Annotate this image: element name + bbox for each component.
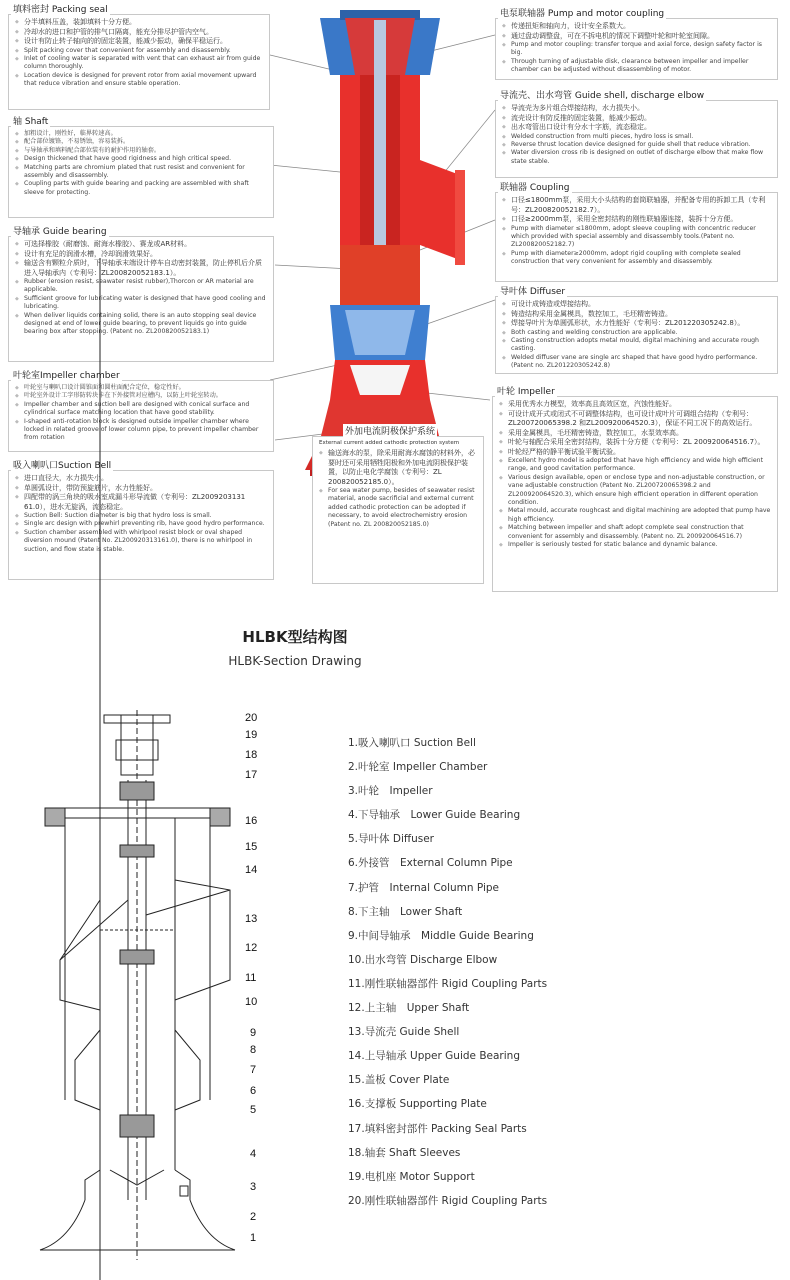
- callout-number: 11: [245, 972, 257, 984]
- shell-line: ◆ 导流壳为多片组合焊接结构，水力损失小。: [502, 104, 771, 114]
- legend-item: 2.叶轮室 Impeller Chamber: [348, 761, 488, 774]
- legend-item: 15.盖板 Cover Plate: [348, 1074, 450, 1087]
- legend-item: 13.导流壳 Guide Shell: [348, 1026, 460, 1039]
- legend-item: 12.上主轴 Upper Shaft: [348, 1002, 470, 1015]
- shell-line: ◆ Welded construction from multi pieces, hydro loss is small.: [502, 133, 771, 141]
- shaft-box: [8, 117, 274, 218]
- impeller-line: ◆ 可设计成开式或闭式不可调整体结构，也可设计成叶片可调组合结构（专利号：ZL200720065398.2 和ZL200920064520.3），保证不同工况下的高效运行。: [499, 410, 771, 429]
- diffuser-line: ◆ Casting construction adopts metal mould, digital machining and accurate rough casting.: [502, 337, 771, 354]
- diffuser-line: ◆ 铸造结构采用金属模具，数控加工，毛坯精密铸造。: [502, 310, 771, 320]
- diffuser-box: [495, 287, 778, 374]
- shaft-line: ◆ 加粗设计，刚性好，临界转速高。: [15, 130, 267, 138]
- cathodic-title: 外加电流阴极保护系统: [343, 424, 437, 437]
- shaft-title: 轴 Shaft: [11, 114, 50, 127]
- impch-line: ◆ I-shaped anti-rotation block is designed outside impeller chamber where locked in related groove of lower column pipe, to prevent impeller chamber from rotation: [15, 418, 267, 443]
- motor-line: ◆ Pump and motor coupling: transfer torque and axial force, design safety factor is big.: [502, 41, 771, 58]
- packing-line: ◆ 冷却水的进口和护管的排气口隔离，能充分排尽护管内空气。: [15, 28, 263, 38]
- diffuser-line: ◆ 可设计成铸造或焊接结构。: [502, 300, 771, 310]
- impeller-box: [492, 387, 778, 592]
- impeller-line: ◆ Various design available, open or enclose type and non-adjustable construction, or vane adjustable construction (Patent No. ZL200720065398.2 and ZL200920064520.3), which ensure high efficient operation in different operation condition.: [499, 474, 771, 508]
- shaft-line: ◆ Matching parts are chromium plated that rust resist and convenient for assembly and disassembly.: [15, 164, 267, 181]
- guide-bearing-title: 导轴承 Guide bearing: [11, 224, 109, 237]
- coupling-title: 联轴器 Coupling: [498, 180, 572, 193]
- guide-line: ◆ 可选择橡胶（耐磨蚀、耐海水橡胶）、赛龙或AR材料。: [15, 240, 267, 250]
- bell-line: ◆ Suction Bell: Suction diameter is big that hydro loss is small.: [15, 512, 267, 520]
- packing-seal-box: [8, 5, 270, 110]
- coupling-box: [495, 183, 778, 282]
- legend-item: 7.护管 Internal Column Pipe: [348, 881, 500, 894]
- impeller-line: ◆ Impeller is seriously tested for static balance and dynamic balance.: [499, 541, 771, 549]
- guide-line: ◆ 设计有充足的润滑水槽，冷却润滑效果好。: [15, 250, 267, 260]
- diffuser-line: ◆ Welded diffuser vane are single arc shaped that have good hydro performance. (Patent no. ZL201220305242.8): [502, 354, 771, 371]
- guide-shell-title: 导流壳、出水弯管 Guide shell, discharge elbow: [498, 88, 706, 101]
- packing-line: ◆ Split packing cover that convenient for assembly and disassembly.: [15, 47, 263, 55]
- impeller-line: ◆ 采用优秀水力模型，效率高且高效区宽，汽蚀性能好。: [499, 400, 771, 410]
- guide-shell-box: [495, 91, 778, 178]
- diffuser-line: ◆ 焊接导叶片为单圆弧形状，水力性能好（专利号：ZL201220305242.8）。: [502, 319, 771, 329]
- coupling-line: ◆ 口径≤1800mm泵，采用大小头结构的套筒联轴器，并配备专用的拆卸工具（专利号：ZL200820052182.7）。: [502, 196, 771, 215]
- motor-coupling-title: 电泵联轴器 Pump and motor coupling: [498, 6, 666, 19]
- shell-line: ◆ 流壳设计有防反推的固定装置，能减少振动。: [502, 114, 771, 124]
- legend-item: 6.外接管 External Column Pipe: [348, 857, 513, 870]
- callout-number: 13: [245, 913, 258, 925]
- impeller-line: ◆ Excellent hydro model is adopted that have high efficiency and wide high efficient range, and good cavitation performance.: [499, 457, 771, 474]
- impeller-line: ◆ 采用金属模具，毛坯精密铸造，数控加工，水泵效率高。: [499, 429, 771, 439]
- callout-number: 18: [245, 749, 258, 761]
- section-drawing: [0, 700, 300, 1280]
- cathodic-line: ◆ For sea water pump, besides of seawater resist material, anode sacrificial and external current added cathodic protection can be adopted if necessary, to avoid electrochemistry erosion (Patent no. ZL 200820052185.0): [319, 487, 477, 529]
- legend-item: 10.出水弯管 Discharge Elbow: [348, 953, 498, 966]
- packing-line: ◆ Inlet of cooling water is separated with vent that can exhaust air from guide column thoroughly.: [15, 55, 263, 72]
- impeller-chamber-box: [8, 371, 274, 452]
- callout-number: 1: [250, 1232, 257, 1244]
- shaft-line: ◆ 与导轴承和填料配合部位装有的耐护作用的轴套。: [15, 147, 267, 155]
- diffuser-title: 导叶体 Diffuser: [498, 284, 567, 297]
- callout-number: 7: [250, 1064, 257, 1076]
- guide-line: ◆ Sufficient groove for lubricating water is designed that have good cooling and lubricating.: [15, 295, 267, 312]
- legend-item: 9.中间导轴承 Middle Guide Bearing: [348, 929, 534, 942]
- legend-item: 11.刚性联轴器部件 Rigid Coupling Parts: [348, 977, 548, 990]
- guide-line: ◆ When deliver liquids containing solid, there is an auto stopping seal device designed at end of lower guide bearing, to prevent liquids go into guide bearing box after stopping. (Patent no. ZL200820052183.1): [15, 312, 267, 337]
- packing-seal-title: 填料密封 Packing seal: [11, 2, 110, 15]
- legend-item: 5.导叶体 Diffuser: [348, 833, 434, 846]
- callout-number: 8: [250, 1044, 257, 1056]
- shell-line: ◆ 出水弯管出口设计有分水十字筋，流态稳定。: [502, 123, 771, 133]
- callout-number: 9: [250, 1027, 257, 1039]
- bell-line: ◆ Suction chamber assembled with whirlpool resist block or oval shaped diversion mound (Patent No. ZL200920313161.0), there is no whirlpool in suction, and flow state is stable.: [15, 529, 267, 554]
- legend-item: 4.下导轴承 Lower Guide Bearing: [348, 809, 521, 822]
- impch-line: ◆ Impeller chamber and suction bell are designed with conical surface and cylindrical surface matching location that have good stability.: [15, 401, 267, 418]
- legend-item: 16.支撑板 Supporting Plate: [348, 1098, 487, 1111]
- legend-item: 17.填料密封部件 Packing Seal Parts: [348, 1122, 527, 1135]
- motor-line: ◆ 通过盘动调整盘，可在不拆电机的情况下调整叶轮和叶轮室间隙。: [502, 32, 771, 42]
- callout-number: 3: [250, 1181, 257, 1193]
- suction-bell-box: [8, 461, 274, 580]
- shell-line: ◆ Reverse thrust location device designed for guide shell that reduce vibration.: [502, 141, 771, 149]
- legend-item: 1.吸入喇叭口 Suction Bell: [348, 737, 476, 749]
- callout-number: 15: [245, 841, 258, 853]
- cathodic-line: ◆ 输送海水的泵，除采用耐海水腐蚀的材料外，必要时还可采用牺牲阳极和外加电流阴极保护装置，以防止电化学腐蚀（专利号：ZL 200820052185.0）。: [319, 449, 477, 487]
- impeller-line: ◆ 叶轮经严格的静平衡试验平衡试验。: [499, 448, 771, 458]
- impeller-line: ◆ 叶轮与轴配合采用全密封结构，装拆十分方便（专利号：ZL 200920064516.7）。: [499, 438, 771, 448]
- shell-line: ◆ Water diversion cross rib is designed on outlet of discharge elbow that make flow state stable.: [502, 149, 771, 166]
- motor-line: ◆ 传递扭矩和轴向力，设计安全系数大。: [502, 22, 771, 32]
- callout-number: 10: [245, 996, 258, 1008]
- bell-line: ◆ 进口直径大，水力损失小。: [15, 474, 267, 484]
- legend-item: 8.下主轴 Lower Shaft: [348, 905, 463, 918]
- callout-number: 19: [245, 729, 258, 741]
- packing-line: ◆ Location device is designed for prevent rotor from axial movement upward that reduce vibration and ensure stable operation.: [15, 72, 263, 89]
- shaft-line: ◆ 配合部位镀铬，不易锈蚀，容易装拆。: [15, 138, 267, 146]
- parts-legend: [348, 735, 547, 1217]
- guide-bearing-box: [8, 227, 274, 362]
- shaft-line: ◆ Design thickened that have good rigidness and high critical speed.: [15, 155, 267, 163]
- impch-line: ◆ 叶轮室外设计工字形防转块卡在下外接管对应槽内，以防上叶轮室转动。: [15, 392, 267, 400]
- legend-item: 14.上导轴承 Upper Guide Bearing: [348, 1050, 520, 1063]
- legend-item: 3.叶轮 Impeller: [348, 785, 433, 798]
- cathodic-box: [312, 427, 484, 584]
- bell-line: ◆ Single arc design with prewhirl preventing rib, have good hydro performance.: [15, 520, 267, 528]
- callout-number: 12: [245, 942, 258, 954]
- impch-line: ◆ 叶轮室与喇叭口设计圆锥面和圆柱面配合定位，稳定性好。: [15, 384, 267, 392]
- section-title-zh: HLBK型结构图: [242, 628, 348, 646]
- legend-item: 18.轴套 Shaft Sleeves: [348, 1146, 461, 1159]
- motor-line: ◆ Through turning of adjustable disk, clearance between impeller and impeller chamber can be adjusted without disassembling of motor.: [502, 58, 771, 75]
- cathodic-subtitle: External current added cathodic protection system: [319, 440, 460, 446]
- coupling-line: ◆ Pump with diameter ≤1800mm, adopt sleeve coupling with concentric reducer which provided with special assembly and disassembly tools.(Patent no. ZL200820052182.7): [502, 225, 771, 250]
- coupling-line: ◆ 口径≥2000mm泵，采用全密封结构的刚性联轴器连接，装拆十分方便。: [502, 215, 771, 225]
- legend-item: 19.电机座 Motor Support: [348, 1170, 475, 1183]
- callout-number: 2: [250, 1211, 257, 1223]
- guide-line: ◆ 输送含有颗粒介质时，下导轴承末端设计停车自动密封装置，防止停机后介质进入导轴承内（专利号：ZL200820052183.1）。: [15, 259, 267, 278]
- bell-line: ◆ 四配带的涡三角块的吸水室成漏斗形导流做（专利号：ZL2009203131 61.0），进水无旋涡，流态稳定。: [15, 493, 267, 512]
- callout-number: 6: [250, 1085, 257, 1097]
- callout-number: 16: [245, 815, 258, 827]
- callout-number: 4: [250, 1148, 257, 1160]
- section-title-en: HLBK-Section Drawing: [228, 654, 362, 668]
- impeller-line: ◆ Metal mould, accurate roughcast and digital machining are adopted that pump have high efficiency.: [499, 507, 771, 524]
- impeller-line: ◆ Matching between impeller and shaft adopt complete seal construction that convenient for assembly and disassembly. (Patent no. ZL 200920064516.7): [499, 524, 771, 541]
- column-pipe: [305, 20, 465, 476]
- shaft-line: ◆ Coupling parts with guide bearing and packing are assembled with shaft sleeve for protecting.: [15, 180, 267, 197]
- callout-number: 5: [250, 1104, 257, 1116]
- packing-line: ◆ 设计有防止转子轴向的的固定装置，能减少振动，确保平稳运行。: [15, 37, 263, 47]
- impeller-chamber-title: 叶轮室Impeller chamber: [11, 368, 122, 381]
- packing-line: ◆ 分半填料压盖，装卸填料十分方便。: [15, 18, 263, 28]
- callout-number: 20: [245, 712, 258, 724]
- impeller-title: 叶轮 Impeller: [495, 384, 557, 397]
- legend-item: 20.刚性联轴器部件 Rigid Coupling Parts: [348, 1194, 548, 1207]
- callout-number: 17: [245, 769, 258, 781]
- callout-number: 14: [245, 864, 258, 876]
- diffuser-line: ◆ Both casting and welding construction are applicable.: [502, 329, 771, 337]
- bell-line: ◆ 单圆弧设计，带防预旋筋片，水力性能好。: [15, 484, 267, 494]
- suction-bell-title: 吸入喇叭口Suction Bell: [11, 458, 113, 471]
- motor-coupling-box: [495, 9, 778, 80]
- guide-line: ◆ Rubber (erosion resist, seawater resist rubber),Thorcon or AR material are applicable.: [15, 278, 267, 295]
- coupling-line: ◆ Pump with diameter≥2000mm, adopt rigid coupling with complete sealed construction that very convenient for assembly and disassembly.: [502, 250, 771, 267]
